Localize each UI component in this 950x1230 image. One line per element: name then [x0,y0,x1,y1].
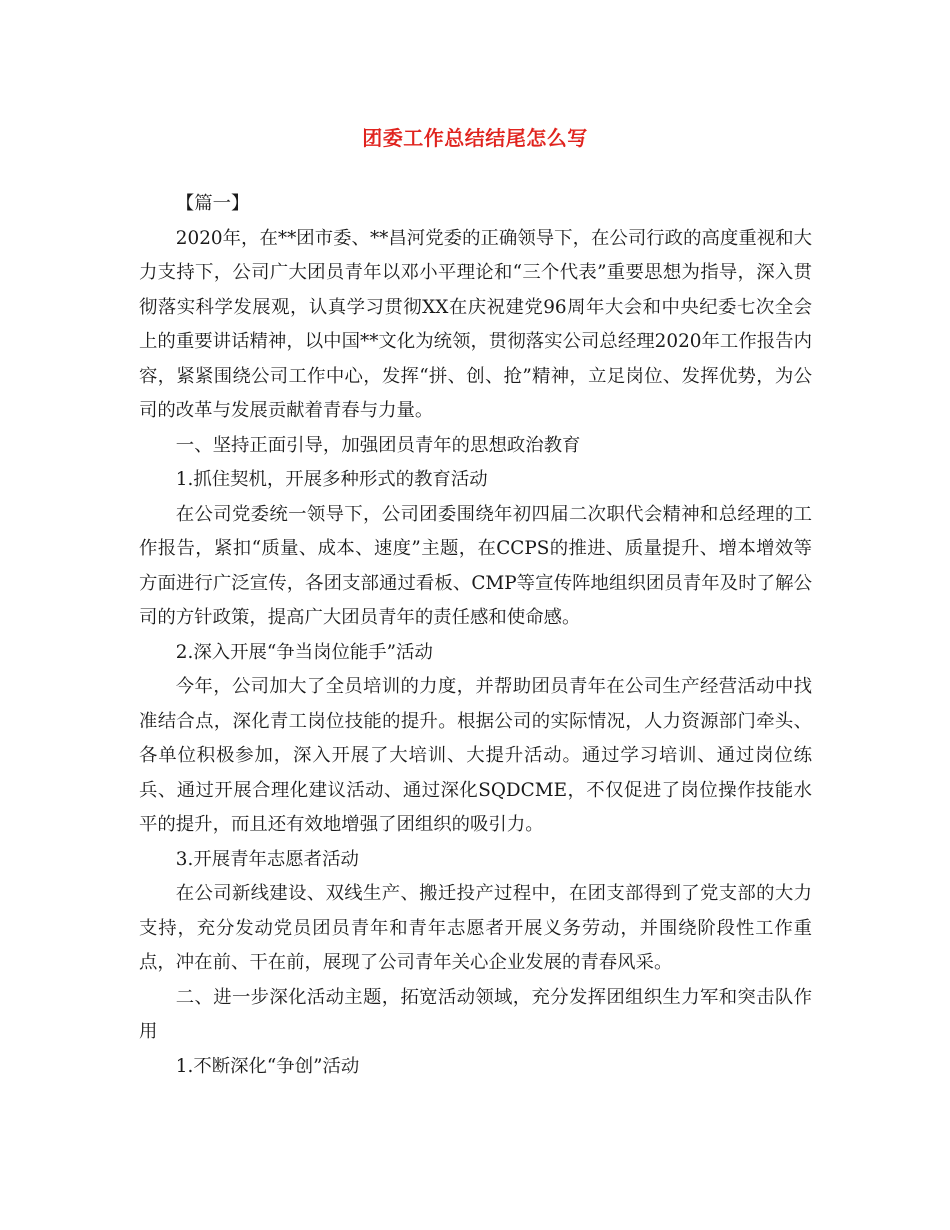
heading-item-2-1: 1.不断深化“争创”活动 [175,1055,360,1077]
heading-item-1-2: 2.深入开展“争当岗位能手”活动 [175,641,433,663]
paragraph-item-1-1: 在公司党委统一领导下，公司团委围绕年初四届二次职代会精神和总经理的工作报告，紧扣“质量、成本、速度”主题，在CCPS的推进、质量提升、增本增效等方面进行广泛宣传，各团支部通过看板、CMP等宣传阵地组织团员青年及时了解公司的方针政策，提高广大团员青年的责任感和使命感。 [139,503,812,628]
document-body [139,187,812,1084]
heading-item-1-1: 1.抓住契机，开展多种形式的教育活动 [175,469,488,490]
heading-section-2: 二、进一步深化活动主题，拓宽活动领域，充分发挥团组织生力军和突击队作用 [139,986,812,1042]
paragraph-item-1-3: 在公司新线建设、双线生产、搬迁投产过程中，在团支部得到了党支部的大力支持，充分发动党员团员青年和青年志愿者开展义务劳动，并围绕阶段性工作重点，冲在前、干在前，展现了公司青年关心企业发展的青春风采。 [139,883,812,973]
section-heading-part-one: 【篇一】 [175,193,250,214]
heading-item-1-3: 3.开展青年志愿者活动 [175,848,359,870]
document-title: 团委工作总结结尾怎么写 [362,126,588,150]
paragraph-item-1-2: 今年，公司加大了全员培训的力度，并帮助团员青年在公司生产经营活动中找准结合点，深化青工岗位技能的提升。根据公司的实际情况，人力资源部门牵头、各单位积极参加，深入开展了大培训、大提升活动。通过学习培训、通过岗位练兵、通过开展合理化建议活动、通过深化SQDCME，不仅促进了岗位操作技能水平的提升，而且还有效地增强了团组织的吸引力。 [139,676,812,835]
heading-section-1: 一、坚持正面引导，加强团员青年的思想政治教育 [175,434,581,456]
paragraph-intro: 2020年，在**团市委、**昌河党委的正确领导下，在公司行政的高度重视和大力支持下，公司广大团员青年以邓小平理论和“三个代表”重要思想为指导，深入贯彻落实科学发展观，认真学习贯彻XX在庆祝建党96周年大会和中央纪委七次全会上的重要讲话精神，以中国**文化为统领，贯彻落实公司总经理2020年工作报告内容，紧紧围绕公司工作中心，发挥“拼、创、抢”精神，立足岗位、发挥优势，为公司的改革与发展贡献着青春与力量。 [139,227,812,421]
